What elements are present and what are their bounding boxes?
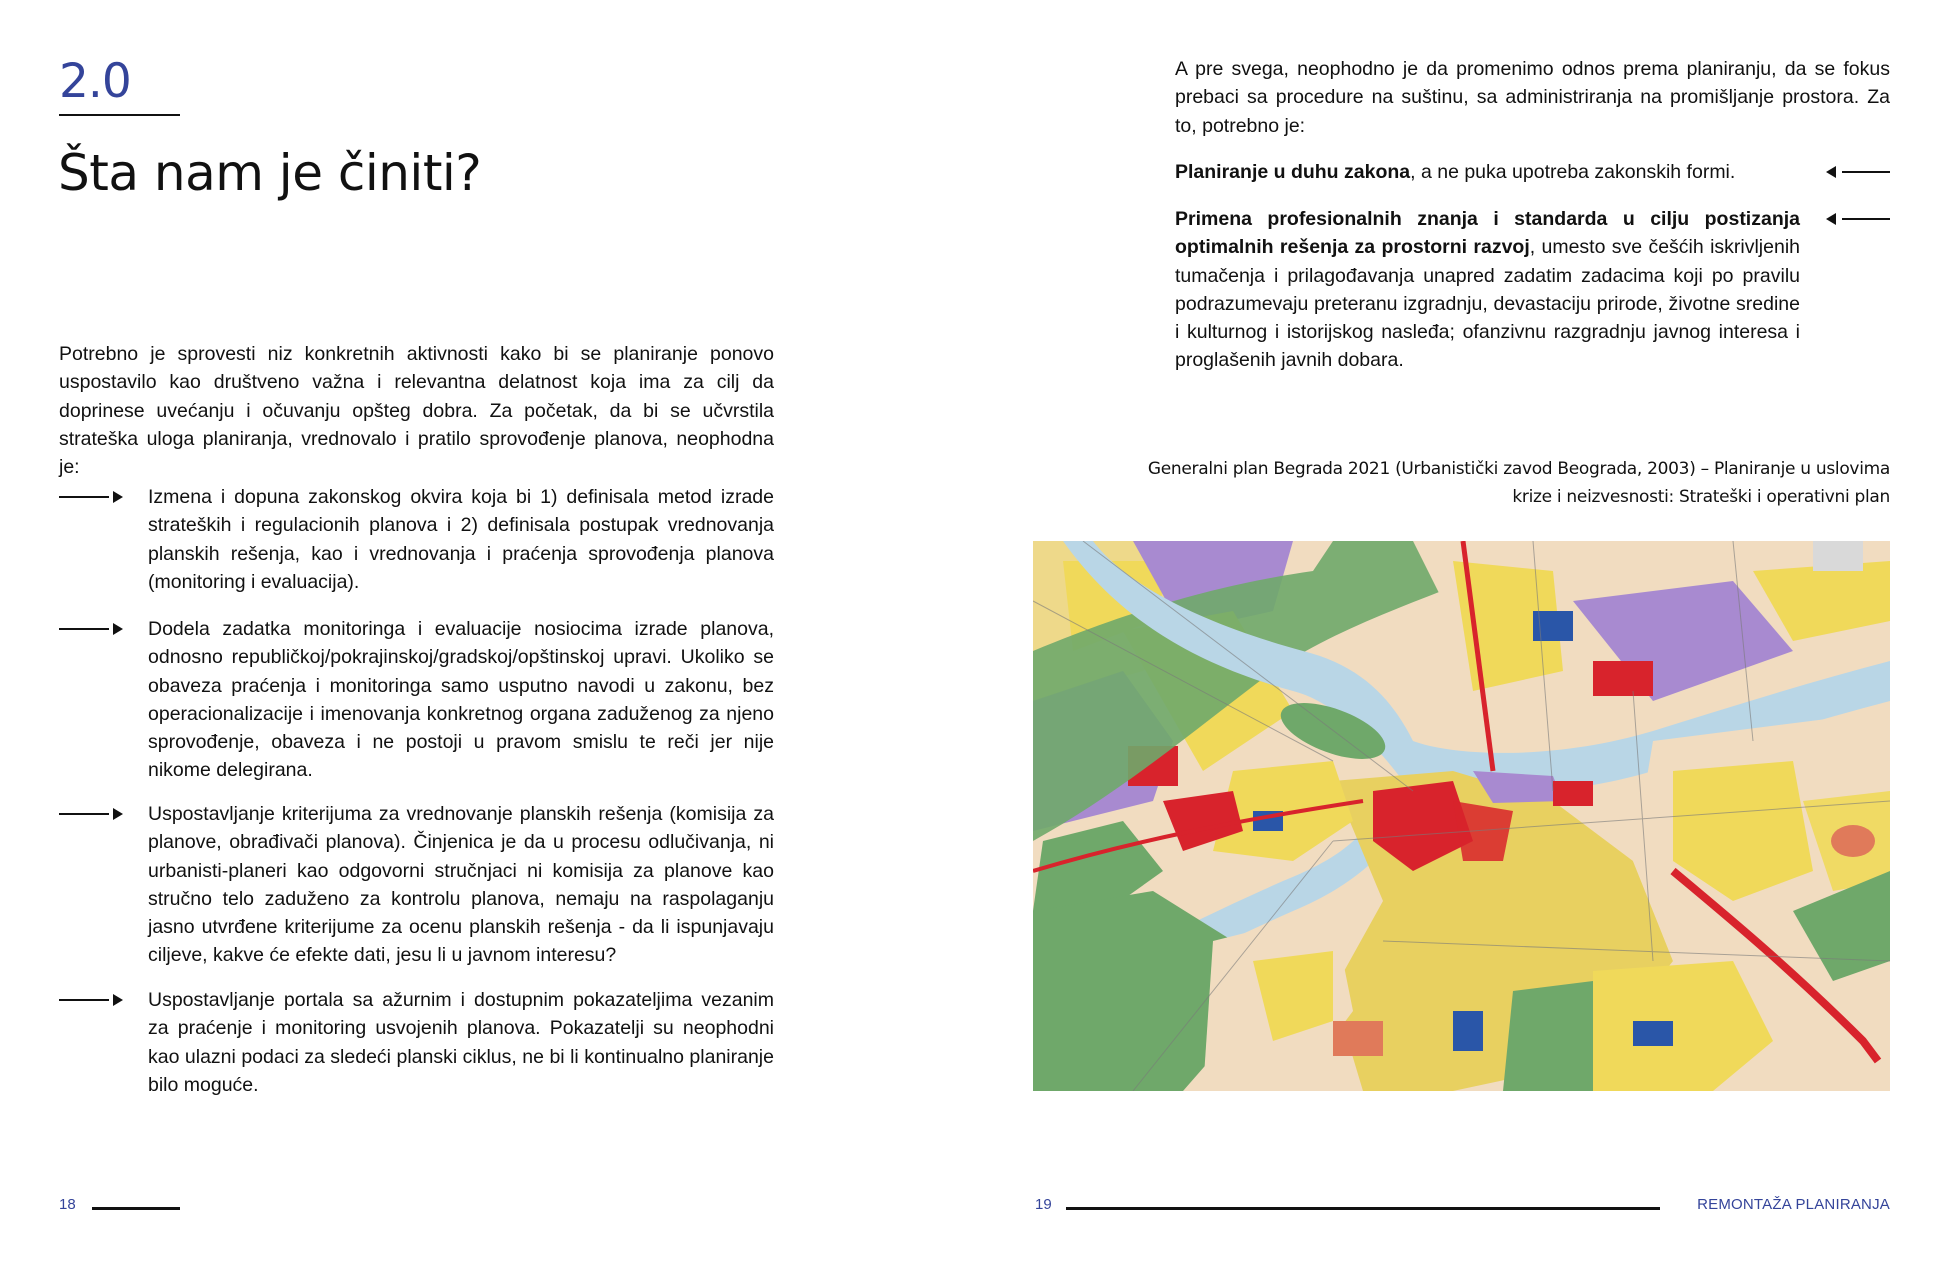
chapter-rule-divider <box>59 114 180 116</box>
list-item <box>59 483 774 596</box>
page-number-left: 18 <box>59 1196 76 1213</box>
right-intro-paragraph: A pre svega, neophodno je da promenimo odnos prema planiranju, da se fokus prebaci sa procedure na suštinu, sa administriranja na promišljanje prostora. Za to, potrebno je: <box>1175 58 1890 137</box>
chapter-number: 2.0 <box>59 54 131 109</box>
key-point <box>1175 205 1800 375</box>
key-point-bold: Planiranje u duhu zakona <box>1175 161 1411 183</box>
list-item-text: Uspostavljanje kriterijuma za vrednovanje planskih rešenja (komisija za planove, obrađivači planova). Činjenica je da u procesu odlučivanja, ni urbanisti-planeri kao odgovorni stručnjaci ni komisija za planove kao stručno telo zaduženo za kontrolu planova, nemaju na raspolaganju jasno utvrđene kriterijume za ocenu planskih rešenja - da li ispunjavaju ciljeve, kakve će efekte dati, jesu li u javnom interesu? <box>148 803 774 967</box>
arrow-right-icon <box>59 483 148 511</box>
arrow-right-icon <box>59 615 148 643</box>
page-number-right: 19 <box>1035 1196 1052 1213</box>
list-item-text: Uspostavljanje portala sa ažurnim i dostupnim pokazateljima vezanim za praćenje i monitoring usvojenih planova. Pokazatelji su neophodni kao ulazni podaci za sledeći planski ciklus, ne bi li kontinualno planiranje bilo moguće. <box>148 989 774 1096</box>
list-item <box>59 800 774 970</box>
list-item <box>59 986 774 1099</box>
key-point <box>1175 158 1800 186</box>
land-use-map-image <box>1033 541 1890 1091</box>
list-item <box>59 615 774 785</box>
figure-caption <box>1130 455 1890 511</box>
footer-rule-left <box>92 1207 180 1210</box>
key-point-bold: Primena profesionalnih znanja i standarda u cilju postizanja optimalnih rešenja za prostorni razvoj <box>1175 208 1800 259</box>
key-point-text: , a ne puka upotreba zakonskih formi. <box>1410 161 1736 183</box>
intro-paragraph: Potrebno je sprovesti niz konkretnih aktivnosti kako bi se planiranje ponovo uspostavilo kao društveno važna i relevantna delatnost koja ima za cilj da doprinese uvećanju i očuvanju opšteg dobra. Za početak, da bi se učvrstila strateška uloga planiranja, vrednovalo i pratilo sprovođenje planova, neophodna je: <box>59 343 774 479</box>
page-title: Šta nam je činiti? <box>58 144 482 202</box>
list-item-text: Dodela zadatka monitoringa i evaluacije nosiocima izrade planova, odnosno republičkoj/pokrajinskoj/gradskoj/opštinskoj upravi. Ukoliko se obaveza praćenja i monitoringa samo usputno navodi u zakonu, bez operacionalizacije i imenovanja konkretnog organa zaduženog za njeno sprovođenje, obaveza i ne postoji u pravom smislu te reči jer nije nikome delegirana. <box>148 618 774 782</box>
arrow-right-icon <box>59 986 148 1014</box>
arrow-left-icon <box>1826 213 1890 225</box>
key-point-text: , umesto sve češćih iskrivljenih tumačenja i prilagođavanja unapred zadatim zadacima koji po pravilu podrazumevaju preteranu izgradnju, devastaciju prirode, životne sredine i kulturnog i istorijskog nasleđa; ofanzivnu razgradnju javnog interesa i proglašenih javnih dobara. <box>1175 236 1801 372</box>
list-item-text: Izmena i dopuna zakonskog okvira koja bi 1) definisala metod izrade strateških i regulacionih planova i 2) definisala postupak vrednovanja planskih rešenja, kao i vrednovanja i praćenja sprovođenja planova (monitoring i evaluacija). <box>148 486 774 593</box>
arrow-left-icon <box>1826 166 1890 178</box>
caption-line-2: krize i neizvesnosti: Strateški i operativni plan <box>1512 487 1890 507</box>
running-head: REMONTAŽA PLANIRANJA <box>1697 1196 1890 1213</box>
footer-rule-right <box>1066 1207 1660 1210</box>
caption-line-1: Generalni plan Begrada 2021 (Urbanistički zavod Beograda, 2003) – Planiranje u uslovima <box>1147 459 1890 479</box>
arrow-right-icon <box>59 800 148 828</box>
